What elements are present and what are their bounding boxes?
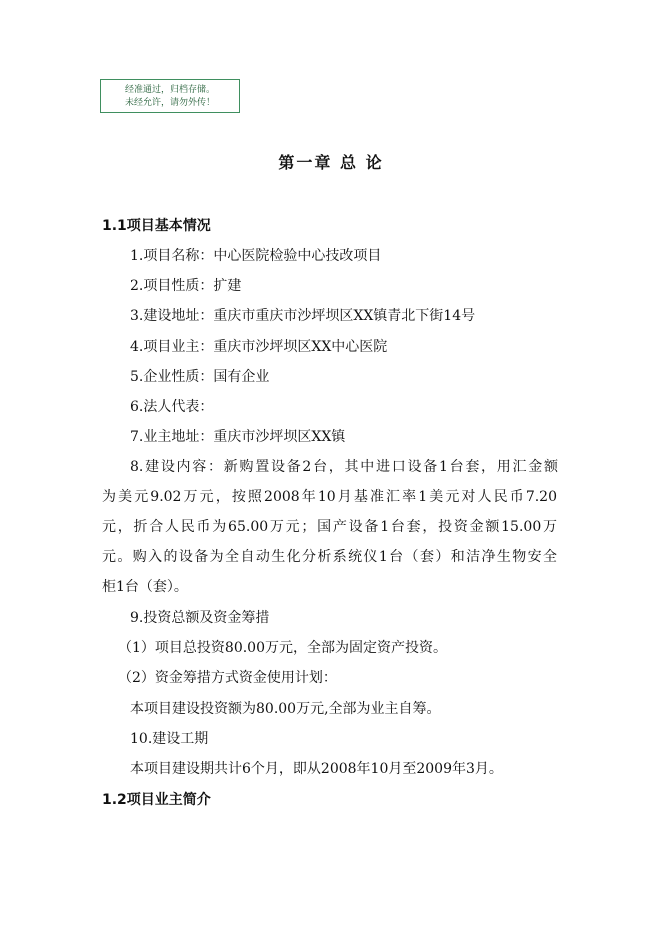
chapter-title: 第一章 总 论 [278, 153, 384, 172]
item-enterprise-nature: 5.企业性质：国有企业 [130, 369, 270, 385]
item-construction-content-line-5: 柜1台（套）。 [102, 579, 188, 595]
item-construction-content-line-2: 为美元9.02万元，按照2008年10月基准汇率1美元对人民币7.20 [102, 489, 557, 505]
approval-stamp [100, 79, 240, 113]
stamp-line-2: 未经允许，请勿外传！ [124, 98, 215, 108]
item-construction-period-detail: 本项目建设期共计6个月，即从2008年10月至2009年3月。 [130, 761, 503, 777]
item-legal-representative: 6.法人代表： [130, 399, 214, 415]
item-construction-content-line-1: 8.建设内容：新购置设备2台，其中进口设备1台套，用汇金额 [130, 459, 558, 475]
item-construction-content-line-4: 元。购入的设备为全自动生化分析系统仪1台（套）和洁净生物安全 [102, 549, 557, 565]
item-funding-detail: 本项目建设投资额为80.00万元,全部为业主自筹。 [130, 701, 441, 717]
section-heading-1-1: 1.1项目基本情况 [102, 218, 211, 234]
item-investment-heading: 9.投资总额及资金筹措 [130, 610, 270, 626]
item-project-name: 1.项目名称：中心医院检验中心技改项目 [130, 248, 382, 264]
item-project-owner: 4.项目业主：重庆市沙坪坝区XX中心医院 [130, 339, 388, 355]
section-heading-1-2: 1.2项目业主简介 [102, 792, 211, 808]
item-funding-plan: （2）资金筹措方式资金使用计划： [118, 670, 337, 686]
item-owner-address: 7.业主地址：重庆市沙坪坝区XX镇 [130, 429, 346, 445]
item-construction-content-line-3: 元，折合人民币为65.00万元；国产设备1台套，投资金额15.00万 [102, 519, 557, 535]
item-project-nature: 2.项目性质：扩建 [130, 278, 242, 294]
item-construction-address: 3.建设地址：重庆市重庆市沙坪坝区XX镇青北下街14号 [130, 308, 476, 324]
stamp-line-1: 经准通过，归档存储。 [124, 85, 215, 95]
item-construction-period-heading: 10.建设工期 [130, 731, 209, 747]
item-investment-total: （1）项目总投资80.00万元，全部为固定资产投资。 [118, 640, 447, 656]
